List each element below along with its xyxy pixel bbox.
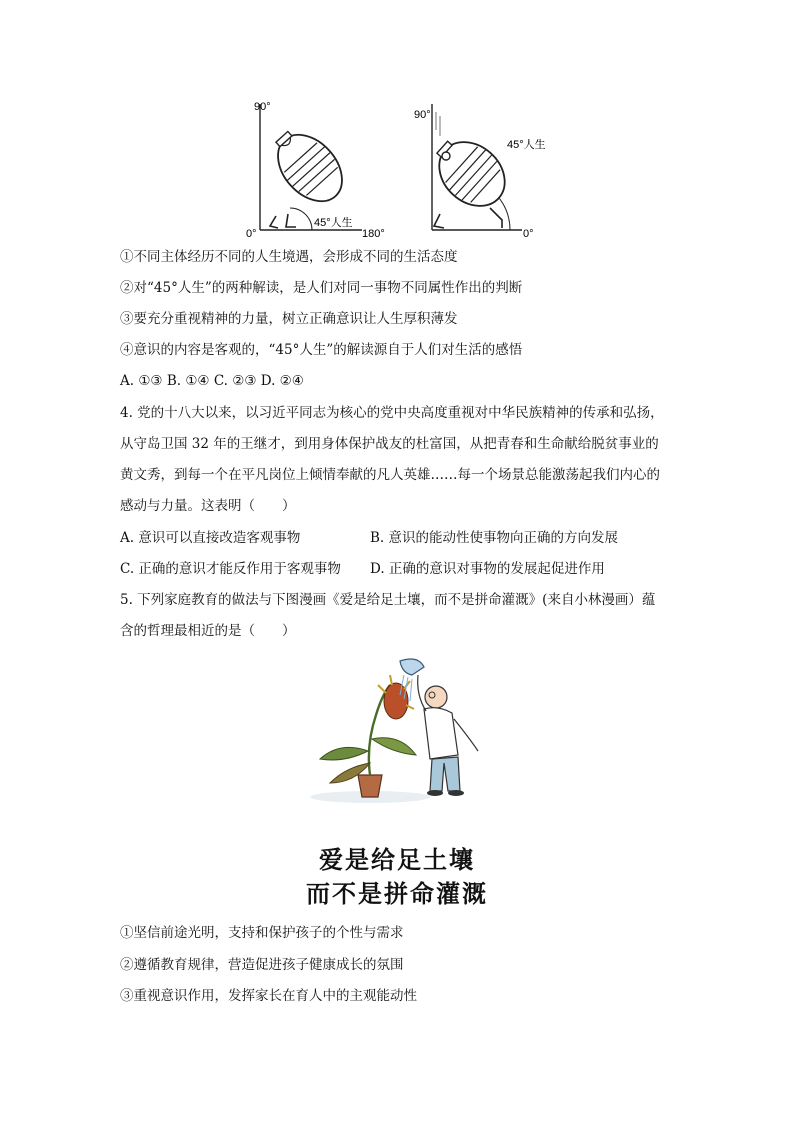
q4-line-1: 4. 党的十八大以来，以习近平同志为核心的党中央高度重视对中华民族精神的传承和弘扬，: [120, 405, 664, 421]
left-panel: [246, 101, 385, 240]
q3-statement-1: ①不同主体经历不同的人生境遇，会形成不同的生活态度: [120, 249, 458, 265]
q4-option-b: B. 意识的能动性使事物向正确的方向发展: [370, 530, 619, 546]
left-y-label: 90°: [254, 101, 271, 113]
right-end-label: 0°: [523, 228, 534, 240]
figure-45-degree-life: [240, 96, 560, 241]
q3-statement-2: ②对“45°人生”的两种解读，是人们对同一事物不同属性作出的判断: [120, 280, 523, 296]
q3-statement-4: ④意识的内容是客观的，“45°人生”的解读源自于人们对生活的感悟: [120, 342, 523, 358]
left-caption: 45°人生: [314, 217, 353, 229]
right-caption: 45°人生: [507, 139, 546, 151]
left-end-label: 180°: [362, 228, 385, 240]
q5-line-2: 含的哲理最相近的是（ ）: [120, 623, 296, 639]
q4-line-2: 从守岛卫国 32 年的王继才，到用身体保护战友的杜富国，从把青春和生命献给脱贫事业的: [120, 436, 659, 452]
q4-line-3: 黄文秀，到每一个在平凡岗位上倾情奉献的凡人英雄……每一个场景总能激荡起我们内心的: [120, 467, 660, 483]
q5-statement-1: ①坚信前途光明，支持和保护孩子的个性与需求: [120, 925, 404, 941]
q5-statement-2: ②遵循教育规律，营造促进孩子健康成长的氛围: [120, 957, 404, 973]
q4-option-c: C. 正确的意识才能反作用于客观事物: [120, 561, 341, 577]
cartoon-watering-plant: [300, 655, 500, 810]
q5-statement-3: ③重视意识作用，发挥家长在育人中的主观能动性: [120, 988, 417, 1004]
q4-option-a: A. 意识可以直接改造客观事物: [120, 530, 301, 546]
cartoon-caption-line-2: 而不是拼命灌溉: [306, 880, 488, 908]
q3-options: A. ①③ B. ①④ C. ②③ D. ②④: [120, 373, 304, 389]
right-panel: [414, 104, 546, 240]
q3-statement-3: ③要充分重视精神的力量，树立正确意识让人生厚积薄发: [120, 311, 458, 327]
left-origin-label: 0°: [246, 228, 257, 240]
cartoon-caption-line-1: 爱是给足土壤: [319, 846, 475, 874]
q4-option-d: D. 正确的意识对事物的发展起促进作用: [370, 561, 605, 577]
right-y-label: 90°: [414, 109, 431, 121]
q4-line-4: 感动与力量。这表明（ ）: [120, 498, 296, 514]
q5-line-1: 5. 下列家庭教育的做法与下图漫画《爱是给足土壤，而不是拼命灌溉》(来自小林漫画）蕴: [120, 592, 656, 608]
